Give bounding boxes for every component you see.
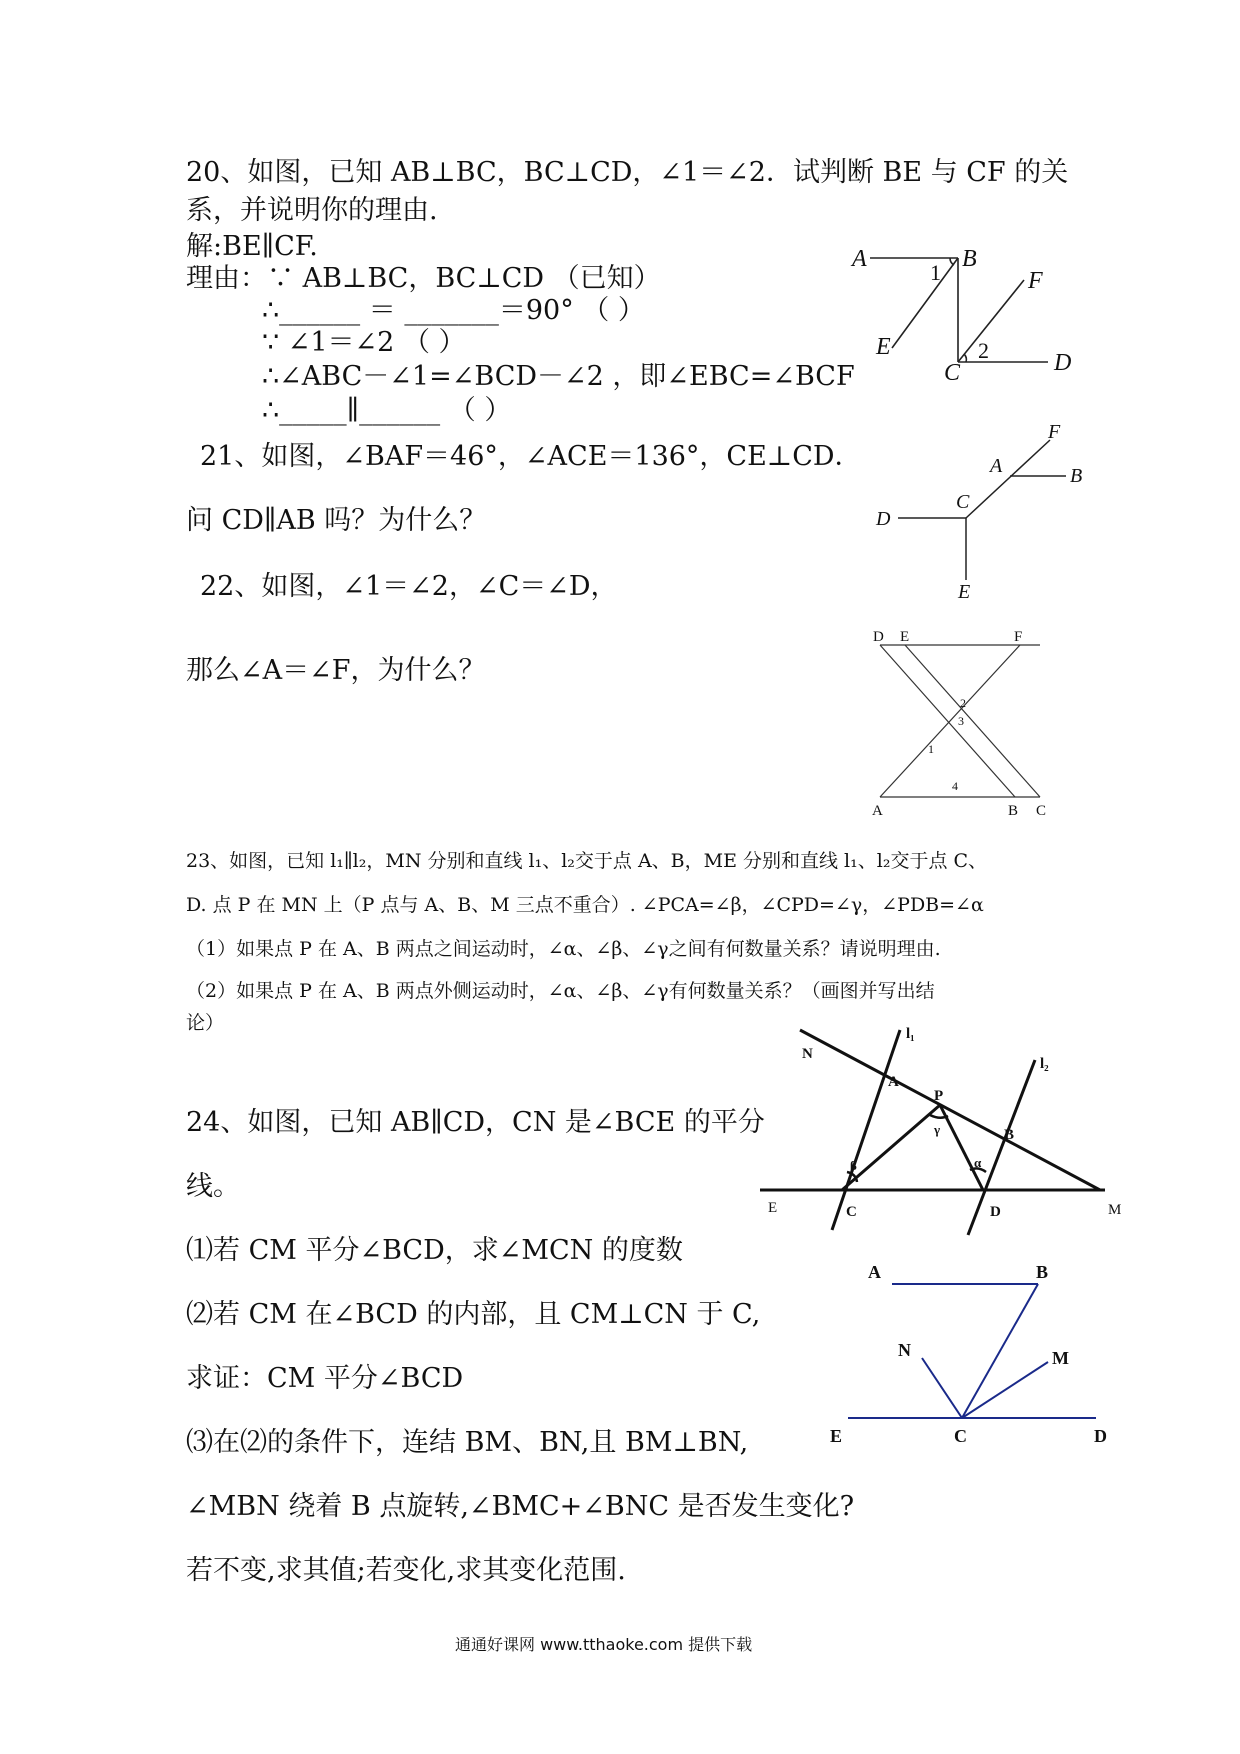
q21-fig-label-A: A [990,455,1003,477]
q20-fig-label-B: B [962,246,977,272]
q21-figure [870,420,1100,600]
q24-part2-proof: 求证：CM 平分∠BCD [186,1363,464,1394]
q22-fig-label-C: C [1036,803,1047,819]
q21-fig-label-C: C [956,491,970,513]
q21-fig-label-E: E [958,581,971,600]
q24-fig-label-D: D [1094,1426,1107,1446]
q23-fig-label-A: A [888,1074,899,1090]
q22-fig-angle-2: 2 [960,696,966,710]
q24-part3-line3: 若不变,求其值;若变化,求其变化范围. [186,1555,626,1586]
q20-fig-angle-2: 2 [978,338,989,363]
q20-fig-label-D: D [1054,350,1072,376]
q23-fig-label-M: M [1108,1202,1122,1218]
q20-step1: ∴______ ＝ _______＝90° （ ） [262,295,645,326]
page-footer: 通通好课网 www.tthaoke.com 提供下载 [455,1635,753,1654]
q24-line1: 24、如图，已知 AB∥CD，CN 是∠BCE 的平分 [186,1107,765,1138]
q23-fig-label-P: P [934,1088,944,1104]
q21-fig-label-D: D [876,508,891,530]
q21-line1: 21、如图，∠BAF＝46°，∠ACE＝136°，CE⊥CD． [200,441,862,472]
q22-fig-angle-4: 4 [952,779,958,793]
q23-fig-label-N: N [802,1046,813,1062]
q23-fig-label-l2: l₂ [1040,1056,1049,1072]
q24-fig-label-C: C [954,1426,967,1446]
q21-line2: 问 CD∥AB 吗？为什么？ [186,505,487,536]
q24-line2: 线。 [186,1171,240,1202]
q20-figure [840,240,1090,390]
q20-fig-label-E: E [876,334,891,360]
q23-fig-label-C: C [846,1204,857,1220]
q20-answer: 解:BE∥CF. [186,231,318,262]
q22-fig-angle-1: 1 [928,742,934,756]
q22-line1: 22、如图，∠1＝∠2，∠C＝∠D， [200,571,618,602]
q22-fig-label-E: E [900,629,910,645]
q24-part3-line2: ∠MBN 绕着 B 点旋转,∠BMC+∠BNC 是否发生变化? [186,1491,855,1522]
q22-fig-angle-3: 3 [958,714,964,728]
q24-part3: ⑶在⑵的条件下，连结 BM、BN,且 BM⊥BN, [186,1427,749,1458]
q20-fig-angle-1: 1 [930,260,941,285]
q20-step3: ∴∠ABC－∠1=∠BCD－∠2 ，即∠EBC=∠BCF [262,361,855,392]
q21-fig-label-F: F [1048,421,1061,443]
q24-part1: ⑴若 CM 平分∠BCD，求∠MCN 的度数 [186,1235,683,1266]
q24-fig-label-M: M [1052,1348,1069,1368]
q23-fig-label-beta: β [850,1158,857,1173]
q21-fig-label-B: B [1070,465,1083,487]
q20-step2: ∵ ∠1＝∠2 （ ） [262,327,466,358]
q23-fig-label-l1: l₁ [906,1026,915,1042]
q22-figure [860,625,1060,820]
q20-fig-label-A: A [852,246,867,272]
q24-fig-label-B: B [1036,1262,1049,1282]
q20-fig-label-F: F [1028,268,1043,294]
q23-fig-label-alpha: α [974,1155,982,1170]
q23-figure [760,1020,1130,1245]
q23-fig-label-D: D [990,1204,1001,1220]
q23-line2: D. 点 P 在 MN 上（P 点与 A、B、M 三点不重合）. ∠PCA=∠β，∠CPD=∠γ，∠PDB=∠α [186,894,984,916]
q24-part2: ⑵若 CM 在∠BCD 的内部，且 CM⊥CN 于 C, [186,1299,761,1330]
q20-reason: 理由：∵ AB⊥BC，BC⊥CD （已知） [186,263,661,294]
q23-fig-label-E: E [768,1200,778,1216]
q24-fig-label-E: E [830,1426,843,1446]
q23-fig-label-gamma: γ [934,1122,941,1137]
q20-fig-label-C: C [944,360,961,386]
q22-fig-label-B: B [1008,803,1019,819]
q22-line2: 那么∠A＝∠F，为什么？ [186,655,486,686]
q24-figure [820,1250,1140,1450]
q23-line5: 论） [186,1012,225,1034]
q23-fig-label-B: B [1004,1127,1015,1143]
q24-fig-label-N: N [898,1340,911,1360]
q23-line3: （1）如果点 P 在 A、B 两点之间运动时，∠α、∠β、∠γ之间有何数量关系？请说明理由. [186,938,941,960]
q24-fig-label-A: A [868,1262,881,1282]
q20-line1: 20、如图，已知 AB⊥BC，BC⊥CD，∠1＝∠2．试判断 BE 与 CF 的关 [186,157,1069,188]
q22-fig-label-F: F [1014,629,1023,645]
q20-line2: 系，并说明你的理由. [186,195,438,226]
q23-line4: （2）如果点 P 在 A、B 两点外侧运动时，∠α、∠β、∠γ有何数量关系？（画图并写出结 [186,980,935,1002]
q22-fig-label-A: A [872,803,883,819]
q22-fig-label-D: D [873,629,884,645]
q23-line1: 23、如图，已知 l₁∥l₂，MN 分别和直线 l₁、l₂交于点 A、B，ME 分别和直线 l₁、l₂交于点 C、 [186,850,988,872]
q20-step4: ∴_____∥______ （ ） [262,395,512,426]
